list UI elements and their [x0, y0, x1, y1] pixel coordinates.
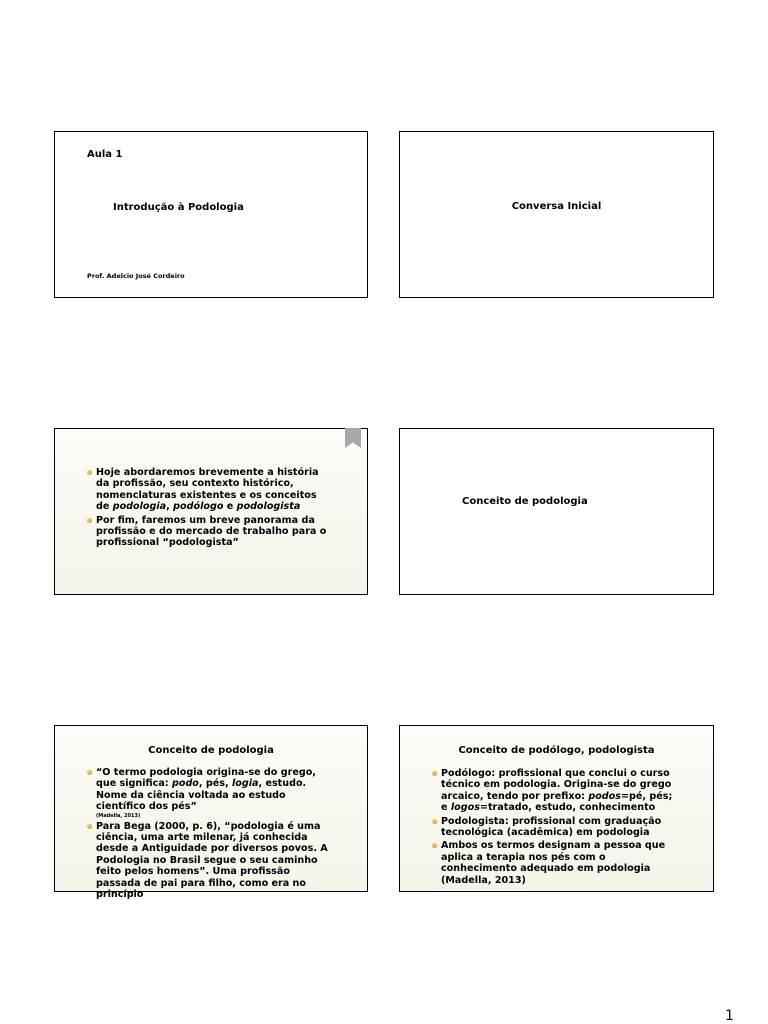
slide-title: Conceito de podologia	[462, 496, 588, 507]
list-item: Hoje abordaremos brevemente a história da profissão, seu contexto histórico, nomenclaturas existentes e os conceitos de podologia, podólogo e podologista	[87, 467, 327, 513]
slide-4	[399, 428, 714, 595]
slide-2	[399, 131, 714, 298]
list-item: Para Bega (2000, p. 6), “podologia é uma ciência, uma arte milenar, já conhecida desde a Antiguidade por diversos povos. A Podologia no Brasil segue o seu caminho feito pelos homens”. Uma profissão passada de pai para filho, como era no princípio	[87, 821, 333, 901]
slide-1	[54, 131, 368, 298]
bookmark-icon	[345, 428, 361, 448]
page-number: 1	[725, 1008, 734, 1024]
slide-title: Introdução à Podologia	[113, 202, 244, 213]
list-item: Podologista: profissional com graduação tecnológica (acadêmica) em podologia	[432, 816, 682, 839]
bullet-list	[432, 768, 682, 888]
slide-title: Conceito de podologia	[148, 745, 274, 756]
list-item: Ambos os termos designam a pessoa que aplica a terapia nos pés com o conhecimento adequado em podologia (Madella, 2013)	[432, 840, 682, 886]
citation: (Madella, 2013)	[96, 812, 141, 819]
list-item: Podólogo: profissional que conclui o curso técnico em podologia. Origina-se do grego arcaico, tendo por prefixo: podos=pé, pés; e logos=tratado, estudo, conhecimento	[432, 768, 682, 814]
slide-title: Conceito de podólogo, podologista	[458, 745, 655, 756]
list-item: “O termo podologia origina-se do grego, que significa: podo, pés, logia, estudo. Nome da ciência voltada ao estudo científico dos pés” (Madella, 2013)	[87, 767, 333, 819]
slide-6	[399, 725, 714, 892]
bullet-list	[87, 467, 327, 551]
list-item: Por fim, faremos um breve panorama da profissão e do mercado de trabalho para o profissional “podologista”	[87, 515, 327, 549]
slide-title: Conversa Inicial	[511, 201, 602, 212]
bullet-list	[87, 767, 333, 902]
author: Prof. Adelcio José Cordeiro	[87, 272, 185, 280]
slide-5	[54, 725, 368, 901]
lesson-label: Aula 1	[87, 149, 123, 160]
slide-3	[54, 428, 368, 595]
